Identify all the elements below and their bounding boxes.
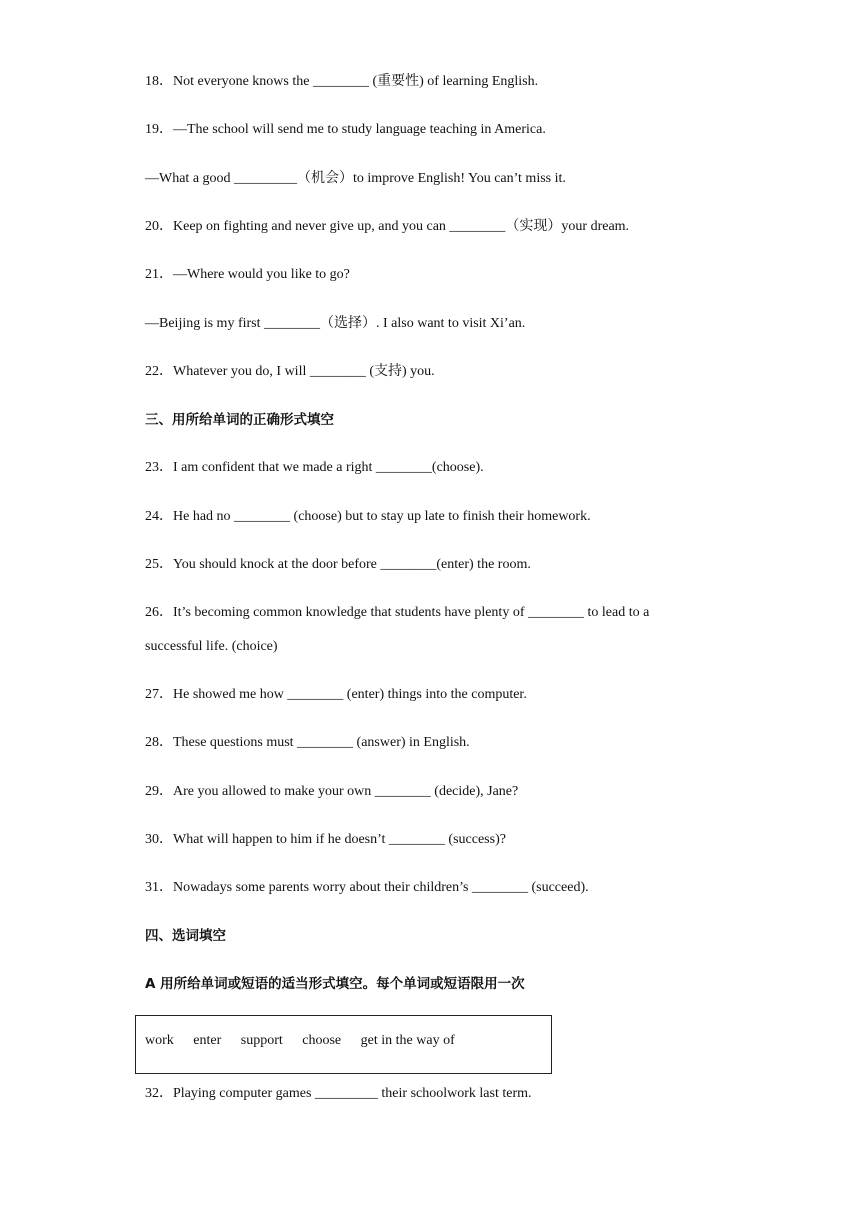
question-21-line-1: 21．—Where would you like to go? <box>145 267 350 282</box>
question-24: 24．He had no ________ (choose) but to stay up late to finish their homework. <box>145 509 591 524</box>
question-19-line-2: —What a good _________（机会）to improve English! You can’t miss it. <box>145 171 566 186</box>
question-20: 20．Keep on fighting and never give up, and you can ________（实现）your dream. <box>145 219 630 234</box>
question-31: 31．Nowadays some parents worry about their children’s ________ (succeed). <box>145 880 589 895</box>
question-22: 22．Whatever you do, I will ________ (支持) you. <box>145 364 435 379</box>
question-23: 23．I am confident that we made a right ________(choose). <box>145 460 484 475</box>
question-30: 30．What will happen to him if he doesn’t ________ (success)? <box>145 832 506 847</box>
section-four-heading: 四、选词填空 <box>145 928 226 944</box>
word-bank-item: work <box>145 1033 174 1048</box>
question-18: 18．Not everyone knows the ________ (重要性) of learning English. <box>145 74 539 89</box>
question-29: 29．Are you allowed to make your own ________ (decide), Jane? <box>145 784 519 799</box>
question-32: 32．Playing computer games _________ their schoolwork last term. <box>145 1086 532 1101</box>
word-bank-item: support <box>240 1033 283 1048</box>
word-bank-list <box>145 1032 471 1050</box>
part-a-instructions: A 用所给单词或短语的适当形式填空。每个单词或短语限用一次 <box>145 976 525 992</box>
section-three-heading: 三、用所给单词的正确形式填空 <box>145 412 334 428</box>
question-25: 25．You should knock at the door before ________(enter) the room. <box>145 557 531 572</box>
word-bank-box <box>135 1015 552 1074</box>
word-bank-item: choose <box>302 1033 342 1048</box>
question-26-line-2: successful life. (choice) <box>145 639 278 654</box>
word-bank-item: get in the way of <box>360 1033 455 1048</box>
question-28: 28．These questions must ________ (answer) in English. <box>145 735 470 750</box>
word-bank-item: enter <box>193 1033 222 1048</box>
question-21-line-2: —Beijing is my first ________（选择）. I also want to visit Xi’an. <box>145 316 526 331</box>
question-19-line-1: 19．—The school will send me to study language teaching in America. <box>145 122 546 137</box>
question-27: 27．He showed me how ________ (enter) things into the computer. <box>145 687 527 702</box>
question-26-line-1: 26．It’s becoming common knowledge that students have plenty of ________ to lead to a <box>145 605 650 620</box>
